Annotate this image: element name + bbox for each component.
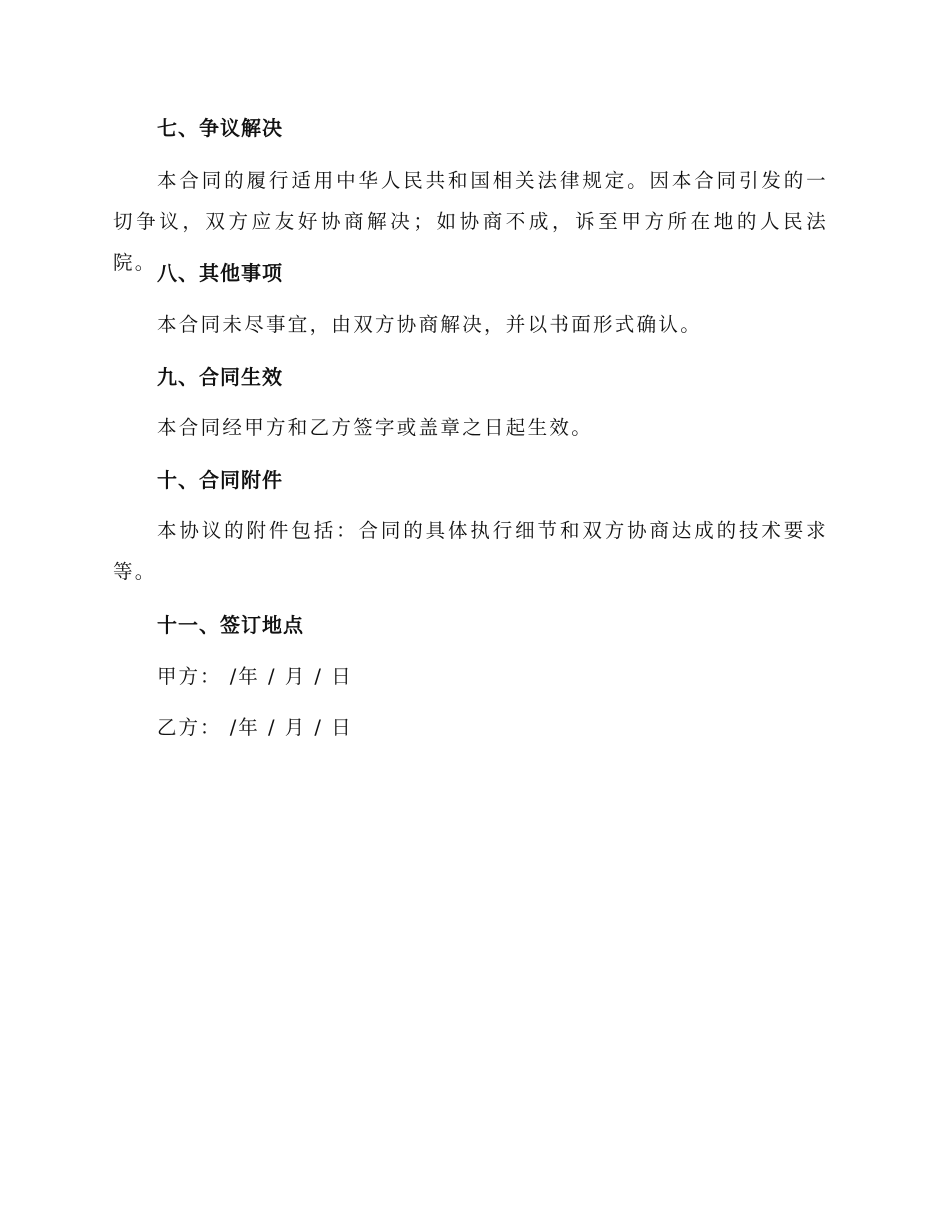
section-heading-other-matters: 八、其他事项 [157,261,283,285]
section-heading-contract-effect: 九、合同生效 [157,365,283,389]
section-heading-signing-place: 十一、签订地点 [157,613,304,637]
section-body-dispute-resolution: 本合同的履行适用中华人民共和国相关法律规定。因本合同引发的一切争议，双方应友好协商解决；如协商不成，诉至甲方所在地的人民法院。 [113,169,828,274]
section-heading-attachments: 十、合同附件 [157,468,283,492]
section-body-other-matters: 本合同未尽事宜，由双方协商解决，并以书面形式确认。 [157,313,703,336]
section-heading-dispute-resolution: 七、争议解决 [157,116,283,140]
party-b-signature-line: 乙方： /年 / 月 / 日 [157,716,353,739]
section-body-contract-effect: 本合同经甲方和乙方签字或盖章之日起生效。 [157,416,594,439]
party-a-signature-line: 甲方： /年 / 月 / 日 [157,665,353,688]
section-body-attachments: 本协议的附件包括：合同的具体执行细节和双方协商达成的技术要求等。 [113,519,828,583]
